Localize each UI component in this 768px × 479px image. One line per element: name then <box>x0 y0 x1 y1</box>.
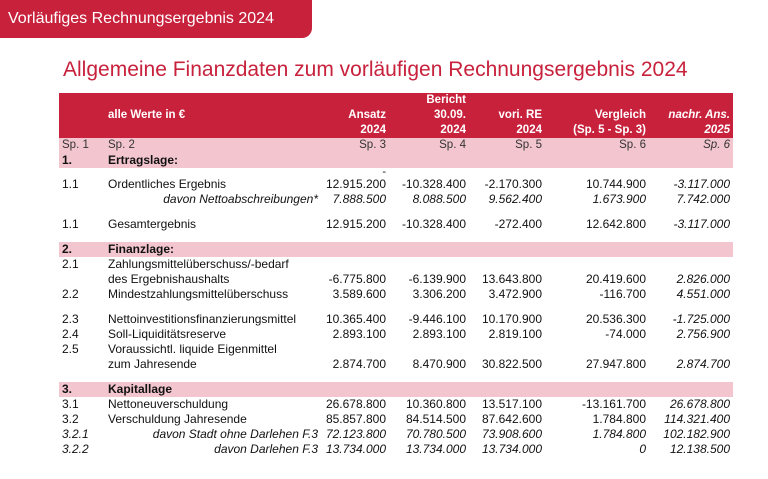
cell-vori-re: 13.643.800 <box>481 272 542 286</box>
row-label: Nettoinvestitionsfinanzierungsmittel <box>108 312 297 326</box>
section-label: Ertragslage: <box>105 153 733 168</box>
dash-row <box>59 168 733 177</box>
section-nr: 1. <box>59 153 105 168</box>
header-c2: 2024 <box>321 123 389 138</box>
cell-bericht: 70.780.500 <box>405 427 466 441</box>
table-row <box>59 427 733 442</box>
cell-ansatz: 10.365.400 <box>325 312 386 326</box>
section-label: Finanzlage: <box>105 242 733 257</box>
row-nr: 3.1 <box>62 397 79 411</box>
row-nr: 2.3 <box>62 312 79 326</box>
row-nr: 3.2 <box>62 412 79 426</box>
cell-nachr-ans: 2.756.900 <box>676 327 730 341</box>
header-row <box>59 93 733 108</box>
row-nr: 2.2 <box>62 287 79 301</box>
cell-ansatz: 7.888.500 <box>332 192 386 206</box>
cell-nachr-ans: -1.725.000 <box>672 312 730 326</box>
header-row <box>59 123 733 138</box>
header-label: alle Werte in € <box>105 108 321 123</box>
spalte-label: Sp. 4 <box>389 138 469 153</box>
cell-bericht: -6.139.900 <box>408 272 466 286</box>
row-label: davon Darlehen F.3 <box>214 442 318 456</box>
cell-bericht: -10.328.400 <box>401 217 466 231</box>
header-c2: Ansatz <box>321 108 389 123</box>
row-label-cont: zum Jahresende <box>108 357 197 371</box>
cell-vergleich: 0 <box>639 442 646 456</box>
spalte-label: Sp. 5 <box>469 138 545 153</box>
row-label: Soll-Liquiditätsreserve <box>108 327 227 341</box>
table-row <box>59 397 733 412</box>
row-label: Voraussichtl. liquide Eigenmittel <box>108 342 277 356</box>
cell-vergleich: 27.947.800 <box>585 357 646 371</box>
cell-vergleich: 12.642.800 <box>585 217 646 231</box>
row-nr: 3.2.2 <box>62 442 89 456</box>
cell-bericht: 13.734.000 <box>405 442 466 456</box>
row-nr: 2.5 <box>62 342 79 356</box>
cell-nachr-ans: -3.117.000 <box>673 177 730 191</box>
spalte-label: Sp. 2 <box>105 138 321 153</box>
table-row <box>59 217 733 232</box>
cell-ansatz: 26.678.800 <box>325 397 386 411</box>
row-label: Gesamtergebnis <box>108 217 197 231</box>
cell-nachr-ans: 4.551.000 <box>676 287 730 301</box>
header-c5: Vergleich <box>545 108 649 123</box>
table-row <box>59 442 733 457</box>
cell-ansatz: 72.123.800 <box>325 427 386 441</box>
cell-vori-re: -272.400 <box>494 217 542 231</box>
spalte-label: Sp. 3 <box>321 138 389 153</box>
cell-ansatz: 2.893.100 <box>332 327 386 341</box>
cell-bericht: 2.893.100 <box>412 327 466 341</box>
cell-ansatz: 2.874.700 <box>332 357 386 371</box>
cell-bericht: -10.328.400 <box>401 177 466 191</box>
cell-bericht: 84.514.500 <box>405 412 466 426</box>
spalte-label: Sp. 1 <box>59 138 105 153</box>
row-label: davon Stadt ohne Darlehen F.3 <box>152 427 318 441</box>
table-row <box>59 177 733 192</box>
cell-bericht: 8.470.900 <box>412 357 466 371</box>
page-title: Allgemeine Finanzdaten zum vorläufigen Rechnungsergebnis 2024 <box>63 58 688 81</box>
header-c4: vori. RE <box>469 108 545 123</box>
cell-ansatz: 13.734.000 <box>325 442 386 456</box>
cell-vori-re: 87.642.600 <box>481 412 542 426</box>
row-label: Mindestzahlungsmittelüberschuss <box>108 287 289 301</box>
spalte-label: Sp. 6 <box>545 138 649 153</box>
spalte-label: Sp. 6 <box>649 138 733 153</box>
header-c3: Bericht <box>389 93 469 108</box>
cell-vori-re: 2.819.100 <box>488 327 542 341</box>
header-c3: 2024 <box>389 123 469 138</box>
cell-vergleich: 20.536.300 <box>585 312 646 326</box>
table-row <box>59 257 733 272</box>
section-row <box>59 382 733 397</box>
finance-table <box>59 93 733 457</box>
row-label: Ordentliches Ergebnis <box>108 177 227 191</box>
cell-ansatz: 12.915.200 <box>325 177 386 191</box>
table-row <box>59 357 733 372</box>
row-label-cont: des Ergebnishaushalts <box>108 272 230 286</box>
cell-ansatz: -6.775.800 <box>328 272 386 286</box>
section-row <box>59 153 733 168</box>
cell-vori-re: 30.822.500 <box>481 357 542 371</box>
row-nr: 2.4 <box>62 327 79 341</box>
cell-vori-re: 13.517.100 <box>481 397 542 411</box>
cell-vori-re: 13.734.000 <box>481 442 542 456</box>
table-row <box>59 342 733 357</box>
header-c4: 2024 <box>469 123 545 138</box>
spalten-row <box>59 138 733 153</box>
cell-vergleich: 1.673.900 <box>592 192 646 206</box>
cell-nachr-ans: 7.742.000 <box>676 192 730 206</box>
cell-vergleich: 1.784.800 <box>592 412 646 426</box>
row-label: Nettoneuverschuldung <box>108 397 229 411</box>
header-c6: 2025 <box>649 123 733 138</box>
section-row <box>59 242 733 257</box>
cell-vori-re: 73.908.600 <box>481 427 542 441</box>
row-nr: 3.2.1 <box>62 427 89 441</box>
cell-nachr-ans: 26.678.800 <box>669 397 730 411</box>
header-row <box>59 108 733 123</box>
cell-bericht: -9.446.100 <box>408 312 466 326</box>
table-row <box>59 272 733 287</box>
row-nr: 1.1 <box>62 177 79 191</box>
cell-ansatz: 3.589.600 <box>332 287 386 301</box>
header-c6: nachr. Ans. <box>649 108 733 123</box>
cell-vori-re: 3.472.900 <box>488 287 542 301</box>
cell-nachr-ans: -3.117.000 <box>673 217 730 231</box>
cell-nachr-ans: 12.138.500 <box>669 442 730 456</box>
row-nr: 1.1 <box>62 217 79 231</box>
cell-nachr-ans: 2.874.700 <box>676 357 730 371</box>
cell-vori-re: 9.562.400 <box>488 192 542 206</box>
header-c5: (Sp. 5 - Sp. 3) <box>545 123 649 138</box>
cell-vergleich: -74.000 <box>605 327 646 341</box>
cell-ansatz: 85.857.800 <box>325 412 386 426</box>
cell-vori-re: -2.170.300 <box>484 177 542 191</box>
cell-nachr-ans: 2.826.000 <box>676 272 730 286</box>
section-nr: 3. <box>59 382 105 397</box>
cell-nachr-ans: 114.321.400 <box>664 412 730 426</box>
row-nr: 2.1 <box>62 257 79 271</box>
cell-vergleich: 10.744.900 <box>585 177 646 191</box>
section-label: Kapitallage <box>105 382 733 397</box>
header-c3: 30.09. <box>389 108 469 123</box>
section-nr: 2. <box>59 242 105 257</box>
table-row <box>59 412 733 427</box>
cell-ansatz: 12.915.200 <box>325 217 386 231</box>
dash-mark: - <box>382 168 386 177</box>
table-row <box>59 192 733 207</box>
cell-vergleich: -13.161.700 <box>581 397 646 411</box>
cell-vergleich: -116.700 <box>599 287 646 301</box>
table-row <box>59 312 733 327</box>
row-label: davon Nettoabschreibungen* <box>163 192 318 206</box>
cell-vergleich: 1.784.800 <box>592 427 646 441</box>
cell-bericht: 10.360.800 <box>405 397 466 411</box>
cell-nachr-ans: 102.182.900 <box>663 427 730 441</box>
row-label: Zahlungsmittelüberschuss/-bedarf <box>108 257 289 271</box>
cell-vergleich: 20.419.600 <box>585 272 646 286</box>
table-row <box>59 327 733 342</box>
cell-bericht: 3.306.200 <box>412 287 466 301</box>
header-tab: Vorläufiges Rechnungsergebnis 2024 <box>0 0 312 38</box>
cell-vori-re: 10.170.900 <box>481 312 542 326</box>
table-row <box>59 287 733 302</box>
row-label: Verschuldung Jahresende <box>108 412 247 426</box>
cell-bericht: 8.088.500 <box>412 192 466 206</box>
